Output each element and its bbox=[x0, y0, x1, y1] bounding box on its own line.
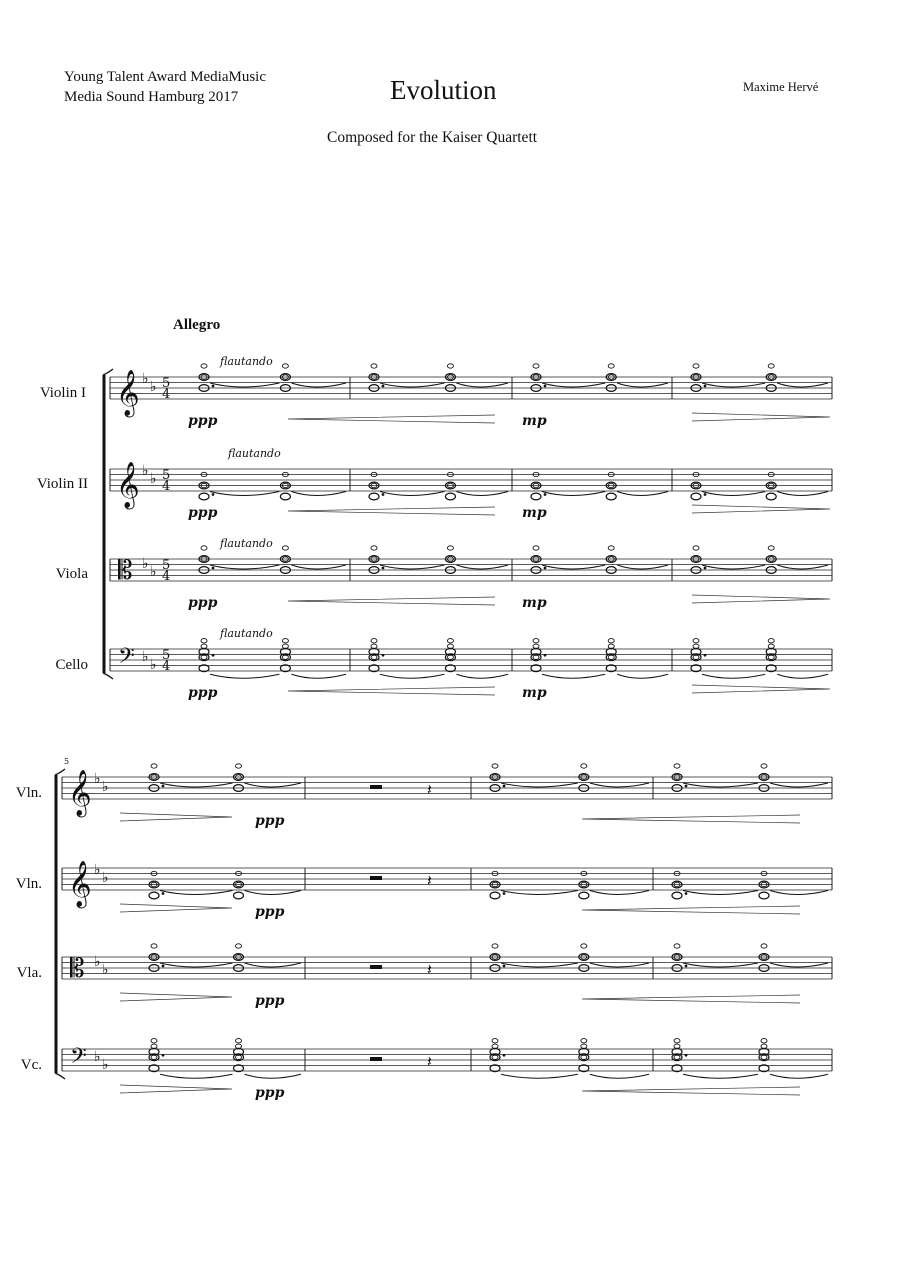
dot bbox=[162, 965, 165, 968]
flat-sign: ♭ bbox=[94, 954, 101, 970]
time-signature-bottom: 4 bbox=[162, 659, 171, 674]
harmonic-note bbox=[693, 364, 699, 368]
hairpin bbox=[120, 904, 232, 912]
half-note bbox=[606, 493, 616, 500]
harmonic-note bbox=[492, 944, 498, 948]
dynamic-mp: mp bbox=[522, 685, 547, 701]
tie bbox=[542, 492, 605, 496]
tie bbox=[683, 1074, 758, 1078]
harmonic-note bbox=[533, 364, 539, 368]
instrument-abbr-cello: Vc. bbox=[20, 1057, 42, 1073]
hairpin bbox=[288, 415, 495, 423]
hairpin bbox=[288, 597, 495, 605]
technique-text: flautando bbox=[220, 627, 273, 640]
tie bbox=[501, 891, 578, 895]
hairpin bbox=[288, 687, 495, 695]
time-signature-top: 5 bbox=[162, 558, 171, 573]
hairpin bbox=[692, 685, 830, 693]
harmonic-note bbox=[608, 639, 614, 643]
harmonic-note bbox=[693, 546, 699, 550]
hairpin bbox=[582, 995, 800, 1003]
harmonic-note bbox=[581, 764, 587, 768]
time-signature-top: 5 bbox=[162, 648, 171, 663]
harmonic-note bbox=[608, 546, 614, 550]
tie bbox=[683, 963, 758, 967]
instrument-name-cello: Cello bbox=[55, 657, 88, 673]
hairpin bbox=[582, 815, 800, 823]
harmonic-note bbox=[201, 639, 207, 643]
tie bbox=[542, 565, 605, 569]
tie bbox=[617, 674, 668, 678]
hairpin bbox=[120, 813, 232, 821]
tempo-marking: Allegro bbox=[173, 317, 221, 333]
tie bbox=[456, 383, 508, 387]
dot bbox=[544, 385, 547, 388]
dynamic-ppp: ppp bbox=[188, 595, 218, 611]
hairpin bbox=[692, 595, 830, 603]
dynamic-ppp: ppp bbox=[255, 904, 285, 920]
tie bbox=[777, 492, 828, 496]
treble-clef: 𝄞 bbox=[116, 370, 140, 416]
tie bbox=[777, 383, 828, 387]
time-signature-bottom: 4 bbox=[162, 387, 171, 402]
dynamic-ppp: ppp bbox=[255, 1085, 285, 1101]
tie bbox=[380, 383, 444, 387]
half-note bbox=[445, 493, 455, 500]
dynamic-ppp: ppp bbox=[188, 685, 218, 701]
tie bbox=[380, 492, 444, 496]
harmonic-note bbox=[236, 944, 242, 948]
dot bbox=[162, 1054, 165, 1057]
dot bbox=[685, 1054, 688, 1057]
harmonic-note bbox=[693, 639, 699, 643]
tie bbox=[210, 383, 279, 387]
instrument-name-viola: Viola bbox=[55, 566, 88, 582]
tie bbox=[770, 963, 828, 967]
tie bbox=[456, 492, 508, 496]
flat-sign: ♭ bbox=[150, 564, 157, 580]
instrument-name-violin-1: Violin I bbox=[39, 385, 86, 401]
flat-sign: ♭ bbox=[150, 379, 157, 395]
half-note bbox=[691, 493, 701, 500]
tie bbox=[770, 1074, 828, 1078]
technique-text: flautando bbox=[228, 447, 281, 460]
tie bbox=[501, 1074, 578, 1078]
tie bbox=[210, 674, 279, 678]
half-note bbox=[369, 493, 379, 500]
quarter-rest: 𝄽 bbox=[427, 871, 432, 890]
time-signature-top: 5 bbox=[162, 376, 171, 391]
harmonic-note bbox=[533, 546, 539, 550]
hairpin bbox=[582, 1087, 800, 1095]
harmonic-note bbox=[371, 546, 377, 550]
dot bbox=[382, 654, 385, 657]
time-signature-top: 5 bbox=[162, 468, 171, 483]
treble-clef: 𝄞 bbox=[68, 770, 92, 816]
harmonic-note bbox=[371, 364, 377, 368]
flat-sign: ♭ bbox=[142, 649, 149, 665]
alto-clef: 𝄡 bbox=[118, 556, 133, 586]
dot bbox=[704, 385, 707, 388]
tie bbox=[702, 674, 765, 678]
flat-sign: ♭ bbox=[94, 1049, 101, 1065]
harmonic-note bbox=[761, 944, 767, 948]
dot bbox=[544, 567, 547, 570]
tie bbox=[291, 565, 346, 569]
tie bbox=[590, 783, 649, 787]
tie bbox=[702, 492, 765, 496]
tie bbox=[380, 674, 444, 678]
composer-name: Maxime Hervé bbox=[743, 80, 819, 94]
whole-rest bbox=[370, 965, 382, 969]
piece-subtitle: Composed for the Kaiser Quartett bbox=[327, 129, 538, 146]
dot bbox=[382, 385, 385, 388]
tie bbox=[702, 565, 765, 569]
dynamic-mp: mp bbox=[522, 505, 547, 521]
dot bbox=[212, 567, 215, 570]
instrument-abbr-violin-1: Vln. bbox=[15, 785, 42, 801]
treble-clef: 𝄞 bbox=[68, 861, 92, 907]
tie bbox=[245, 1074, 302, 1078]
tie bbox=[291, 674, 346, 678]
harmonic-note bbox=[236, 764, 242, 768]
harmonic-note bbox=[674, 1039, 680, 1043]
tie bbox=[160, 783, 233, 787]
harmonic-note bbox=[608, 364, 614, 368]
half-note bbox=[490, 892, 500, 899]
harmonic-note bbox=[492, 764, 498, 768]
bracket-end bbox=[55, 1073, 65, 1079]
tie bbox=[210, 492, 279, 496]
technique-text: flautando bbox=[220, 355, 273, 368]
tie bbox=[160, 891, 233, 895]
dot bbox=[503, 1054, 506, 1057]
tie bbox=[590, 963, 649, 967]
tie bbox=[542, 674, 605, 678]
dot bbox=[544, 493, 547, 496]
dynamic-ppp: ppp bbox=[188, 413, 218, 429]
tie bbox=[160, 963, 233, 967]
dot bbox=[162, 892, 165, 895]
whole-rest bbox=[370, 1057, 382, 1061]
tie bbox=[617, 492, 668, 496]
dynamic-mp: mp bbox=[522, 413, 547, 429]
tie bbox=[617, 383, 668, 387]
harmonic-note bbox=[151, 944, 157, 948]
tie bbox=[501, 963, 578, 967]
dynamic-ppp: ppp bbox=[255, 993, 285, 1009]
dot bbox=[704, 567, 707, 570]
quarter-rest: 𝄽 bbox=[427, 1052, 432, 1071]
flat-sign: ♭ bbox=[102, 1057, 109, 1073]
half-note bbox=[579, 892, 589, 899]
hairpin bbox=[692, 505, 830, 513]
flat-sign: ♭ bbox=[94, 862, 101, 878]
half-note bbox=[149, 892, 159, 899]
dynamic-ppp: ppp bbox=[255, 813, 285, 829]
harmonic-note bbox=[201, 364, 207, 368]
dot bbox=[162, 785, 165, 788]
harmonic-note bbox=[761, 1039, 767, 1043]
flat-sign: ♭ bbox=[102, 779, 109, 795]
piece-title: Evolution bbox=[390, 75, 497, 105]
dot bbox=[212, 654, 215, 657]
flat-sign: ♭ bbox=[150, 471, 157, 487]
hairpin bbox=[288, 507, 495, 515]
dot bbox=[685, 965, 688, 968]
dot bbox=[503, 892, 506, 895]
half-note bbox=[531, 493, 541, 500]
dot bbox=[212, 493, 215, 496]
harmonic-note bbox=[282, 546, 288, 550]
tie bbox=[683, 783, 758, 787]
half-note bbox=[199, 493, 209, 500]
instrument-abbr-viola: Vla. bbox=[16, 965, 42, 981]
tie bbox=[770, 891, 828, 895]
harmonic-note bbox=[674, 764, 680, 768]
dot bbox=[382, 493, 385, 496]
tie bbox=[210, 565, 279, 569]
quarter-rest: 𝄽 bbox=[427, 960, 432, 979]
tie bbox=[777, 674, 828, 678]
flat-sign: ♭ bbox=[102, 870, 109, 886]
harmonic-note bbox=[581, 944, 587, 948]
harmonic-note bbox=[768, 546, 774, 550]
measure-number: 5 bbox=[64, 757, 70, 766]
half-note bbox=[766, 493, 776, 500]
harmonic-note bbox=[447, 364, 453, 368]
time-signature-bottom: 4 bbox=[162, 569, 171, 584]
award-line-2: Media Sound Hamburg 2017 bbox=[64, 89, 239, 105]
flat-sign: ♭ bbox=[142, 463, 149, 479]
dot bbox=[685, 785, 688, 788]
flat-sign: ♭ bbox=[150, 657, 157, 673]
dot bbox=[544, 654, 547, 657]
dot bbox=[503, 785, 506, 788]
tie bbox=[590, 1074, 649, 1078]
hairpin bbox=[582, 906, 800, 914]
harmonic-note bbox=[371, 639, 377, 643]
dynamic-ppp: ppp bbox=[188, 505, 218, 521]
dot bbox=[503, 965, 506, 968]
flat-sign: ♭ bbox=[102, 962, 109, 978]
bass-clef: 𝄢 bbox=[70, 1044, 87, 1074]
bracket-end bbox=[55, 769, 65, 775]
harmonic-note bbox=[768, 639, 774, 643]
instrument-name-violin-2: Violin II bbox=[36, 476, 88, 492]
tie bbox=[456, 674, 508, 678]
half-note bbox=[280, 493, 290, 500]
harmonic-note bbox=[236, 1039, 242, 1043]
half-note bbox=[234, 892, 244, 899]
tie bbox=[245, 891, 302, 895]
harmonic-note bbox=[533, 639, 539, 643]
dynamic-mp: mp bbox=[522, 595, 547, 611]
tie bbox=[380, 565, 444, 569]
instrument-abbr-violin-2: Vln. bbox=[15, 876, 42, 892]
whole-rest bbox=[370, 785, 382, 789]
whole-rest bbox=[370, 876, 382, 880]
harmonic-note bbox=[151, 764, 157, 768]
tie bbox=[291, 492, 346, 496]
flat-sign: ♭ bbox=[142, 556, 149, 572]
harmonic-note bbox=[447, 639, 453, 643]
tie bbox=[501, 783, 578, 787]
tie bbox=[245, 963, 302, 967]
tie bbox=[456, 565, 508, 569]
harmonic-note bbox=[151, 1039, 157, 1043]
bracket-end bbox=[103, 673, 113, 679]
harmonic-note bbox=[201, 546, 207, 550]
quarter-rest: 𝄽 bbox=[427, 780, 432, 799]
harmonic-note bbox=[282, 639, 288, 643]
alto-clef: 𝄡 bbox=[70, 954, 85, 984]
hairpin bbox=[692, 413, 830, 421]
tie bbox=[702, 383, 765, 387]
bass-clef: 𝄢 bbox=[118, 644, 135, 674]
dot bbox=[212, 385, 215, 388]
treble-clef: 𝄞 bbox=[116, 462, 140, 508]
tie bbox=[542, 383, 605, 387]
harmonic-note bbox=[492, 1039, 498, 1043]
tie bbox=[770, 783, 828, 787]
dot bbox=[382, 567, 385, 570]
dot bbox=[685, 892, 688, 895]
flat-sign: ♭ bbox=[142, 371, 149, 387]
harmonic-note bbox=[581, 1039, 587, 1043]
award-line-1: Young Talent Award MediaMusic bbox=[64, 69, 267, 85]
tie bbox=[160, 1074, 233, 1078]
half-note bbox=[672, 892, 682, 899]
dot bbox=[704, 493, 707, 496]
tie bbox=[777, 565, 828, 569]
bracket-end bbox=[103, 369, 113, 375]
flat-sign: ♭ bbox=[94, 771, 101, 787]
tie bbox=[590, 891, 649, 895]
harmonic-note bbox=[761, 764, 767, 768]
tie bbox=[683, 891, 758, 895]
harmonic-note bbox=[674, 944, 680, 948]
dot bbox=[704, 654, 707, 657]
hairpin bbox=[120, 993, 232, 1001]
time-signature-bottom: 4 bbox=[162, 479, 171, 494]
tie bbox=[245, 783, 302, 787]
hairpin bbox=[120, 1085, 232, 1093]
technique-text: flautando bbox=[220, 537, 273, 550]
harmonic-note bbox=[282, 364, 288, 368]
harmonic-note bbox=[447, 546, 453, 550]
harmonic-note bbox=[768, 364, 774, 368]
tie bbox=[617, 565, 668, 569]
half-note bbox=[759, 892, 769, 899]
tie bbox=[291, 383, 346, 387]
